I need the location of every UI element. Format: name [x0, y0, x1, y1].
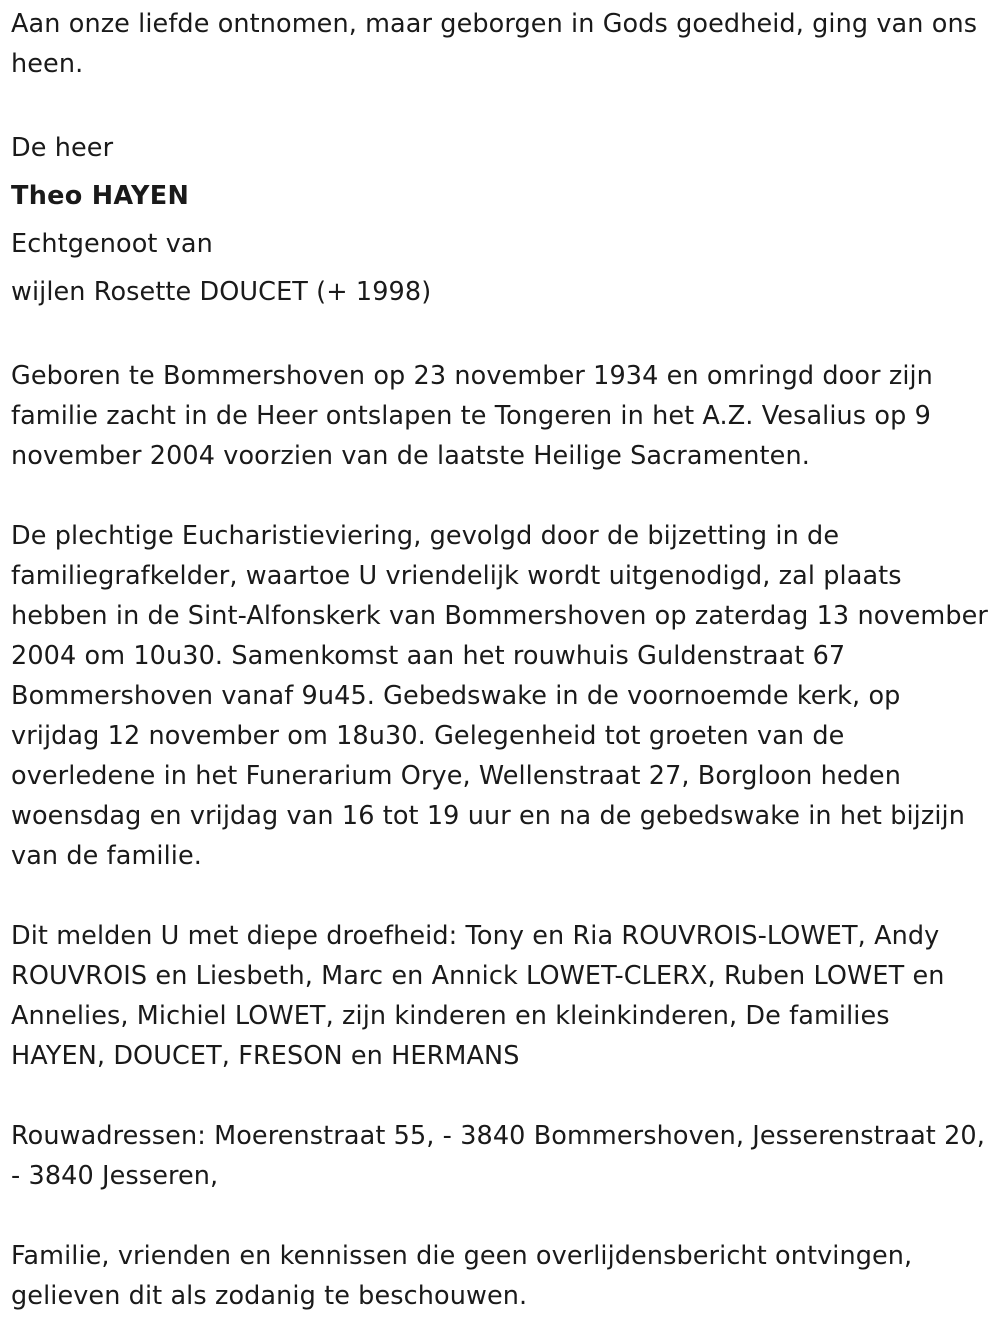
birth-death-paragraph: Geboren te Bommershoven op 23 november 1934 en omringd door zijn familie zacht in de Heer ontslapen te Tongeren in het A.Z. Vesalius op 9 november 2004 voorzien van de laatste Heilige Sacramenten.	[11, 361, 933, 471]
spacer	[11, 1196, 989, 1236]
spacer	[11, 876, 989, 916]
ceremony-paragraph: De plechtige Eucharistieviering, gevolgd door de bijzetting in de familiegrafkelder, waartoe U vriendelijk wordt uitgenodigd, zal plaats hebben in de Sint-Alfonskerk van Bommershoven op zaterdag 13 november 2004 om 10u30. Samenkomst aan het rouwhuis Guldenstraat 67 Bommershoven vanaf 9u45. Gebedswake in de voornoemde kerk, op vrijdag 12 november om 18u30. Gelegenheid tot groeten van de overledene in het Funerarium Orye, Wellenstraat 27, Borgloon heden woensdag en vrijdag van 16 tot 19 uur en na de gebedswake in het bijzijn van de familie.	[11, 521, 988, 871]
intro-text: Aan onze liefde ontnomen, maar geborgen in Gods goedheid, ging van ons heen.	[11, 9, 978, 79]
spouse-text: wijlen Rosette DOUCET (+ 1998)	[11, 277, 432, 307]
spacer	[11, 84, 989, 124]
relation-text: Echtgenoot van	[11, 229, 213, 259]
closing-paragraph: Familie, vrienden en kennissen die geen overlijdensbericht ontvingen, gelieven dit als zodanig te beschouwen.	[11, 1241, 913, 1311]
deceased-name: Theo HAYEN	[11, 181, 190, 211]
spacer	[11, 1076, 989, 1116]
addresses-paragraph: Rouwadressen: Moerenstraat 55, - 3840 Bommershoven, Jesserenstraat 20, - 3840 Jesseren,	[11, 1121, 985, 1191]
death-notice	[11, 4, 989, 1316]
family-paragraph: Dit melden U met diepe droefheid: Tony en Ria ROUVROIS-LOWET, Andy ROUVROIS en Liesbeth, Marc en Annick LOWET-CLERX, Ruben LOWET en Annelies, Michiel LOWET, zijn kinderen en kleinkinderen, De families HAYEN, DOUCET, FRESON en HERMANS	[11, 921, 945, 1071]
title-text: De heer	[11, 133, 114, 163]
spacer	[11, 476, 989, 516]
spacer	[11, 316, 989, 356]
